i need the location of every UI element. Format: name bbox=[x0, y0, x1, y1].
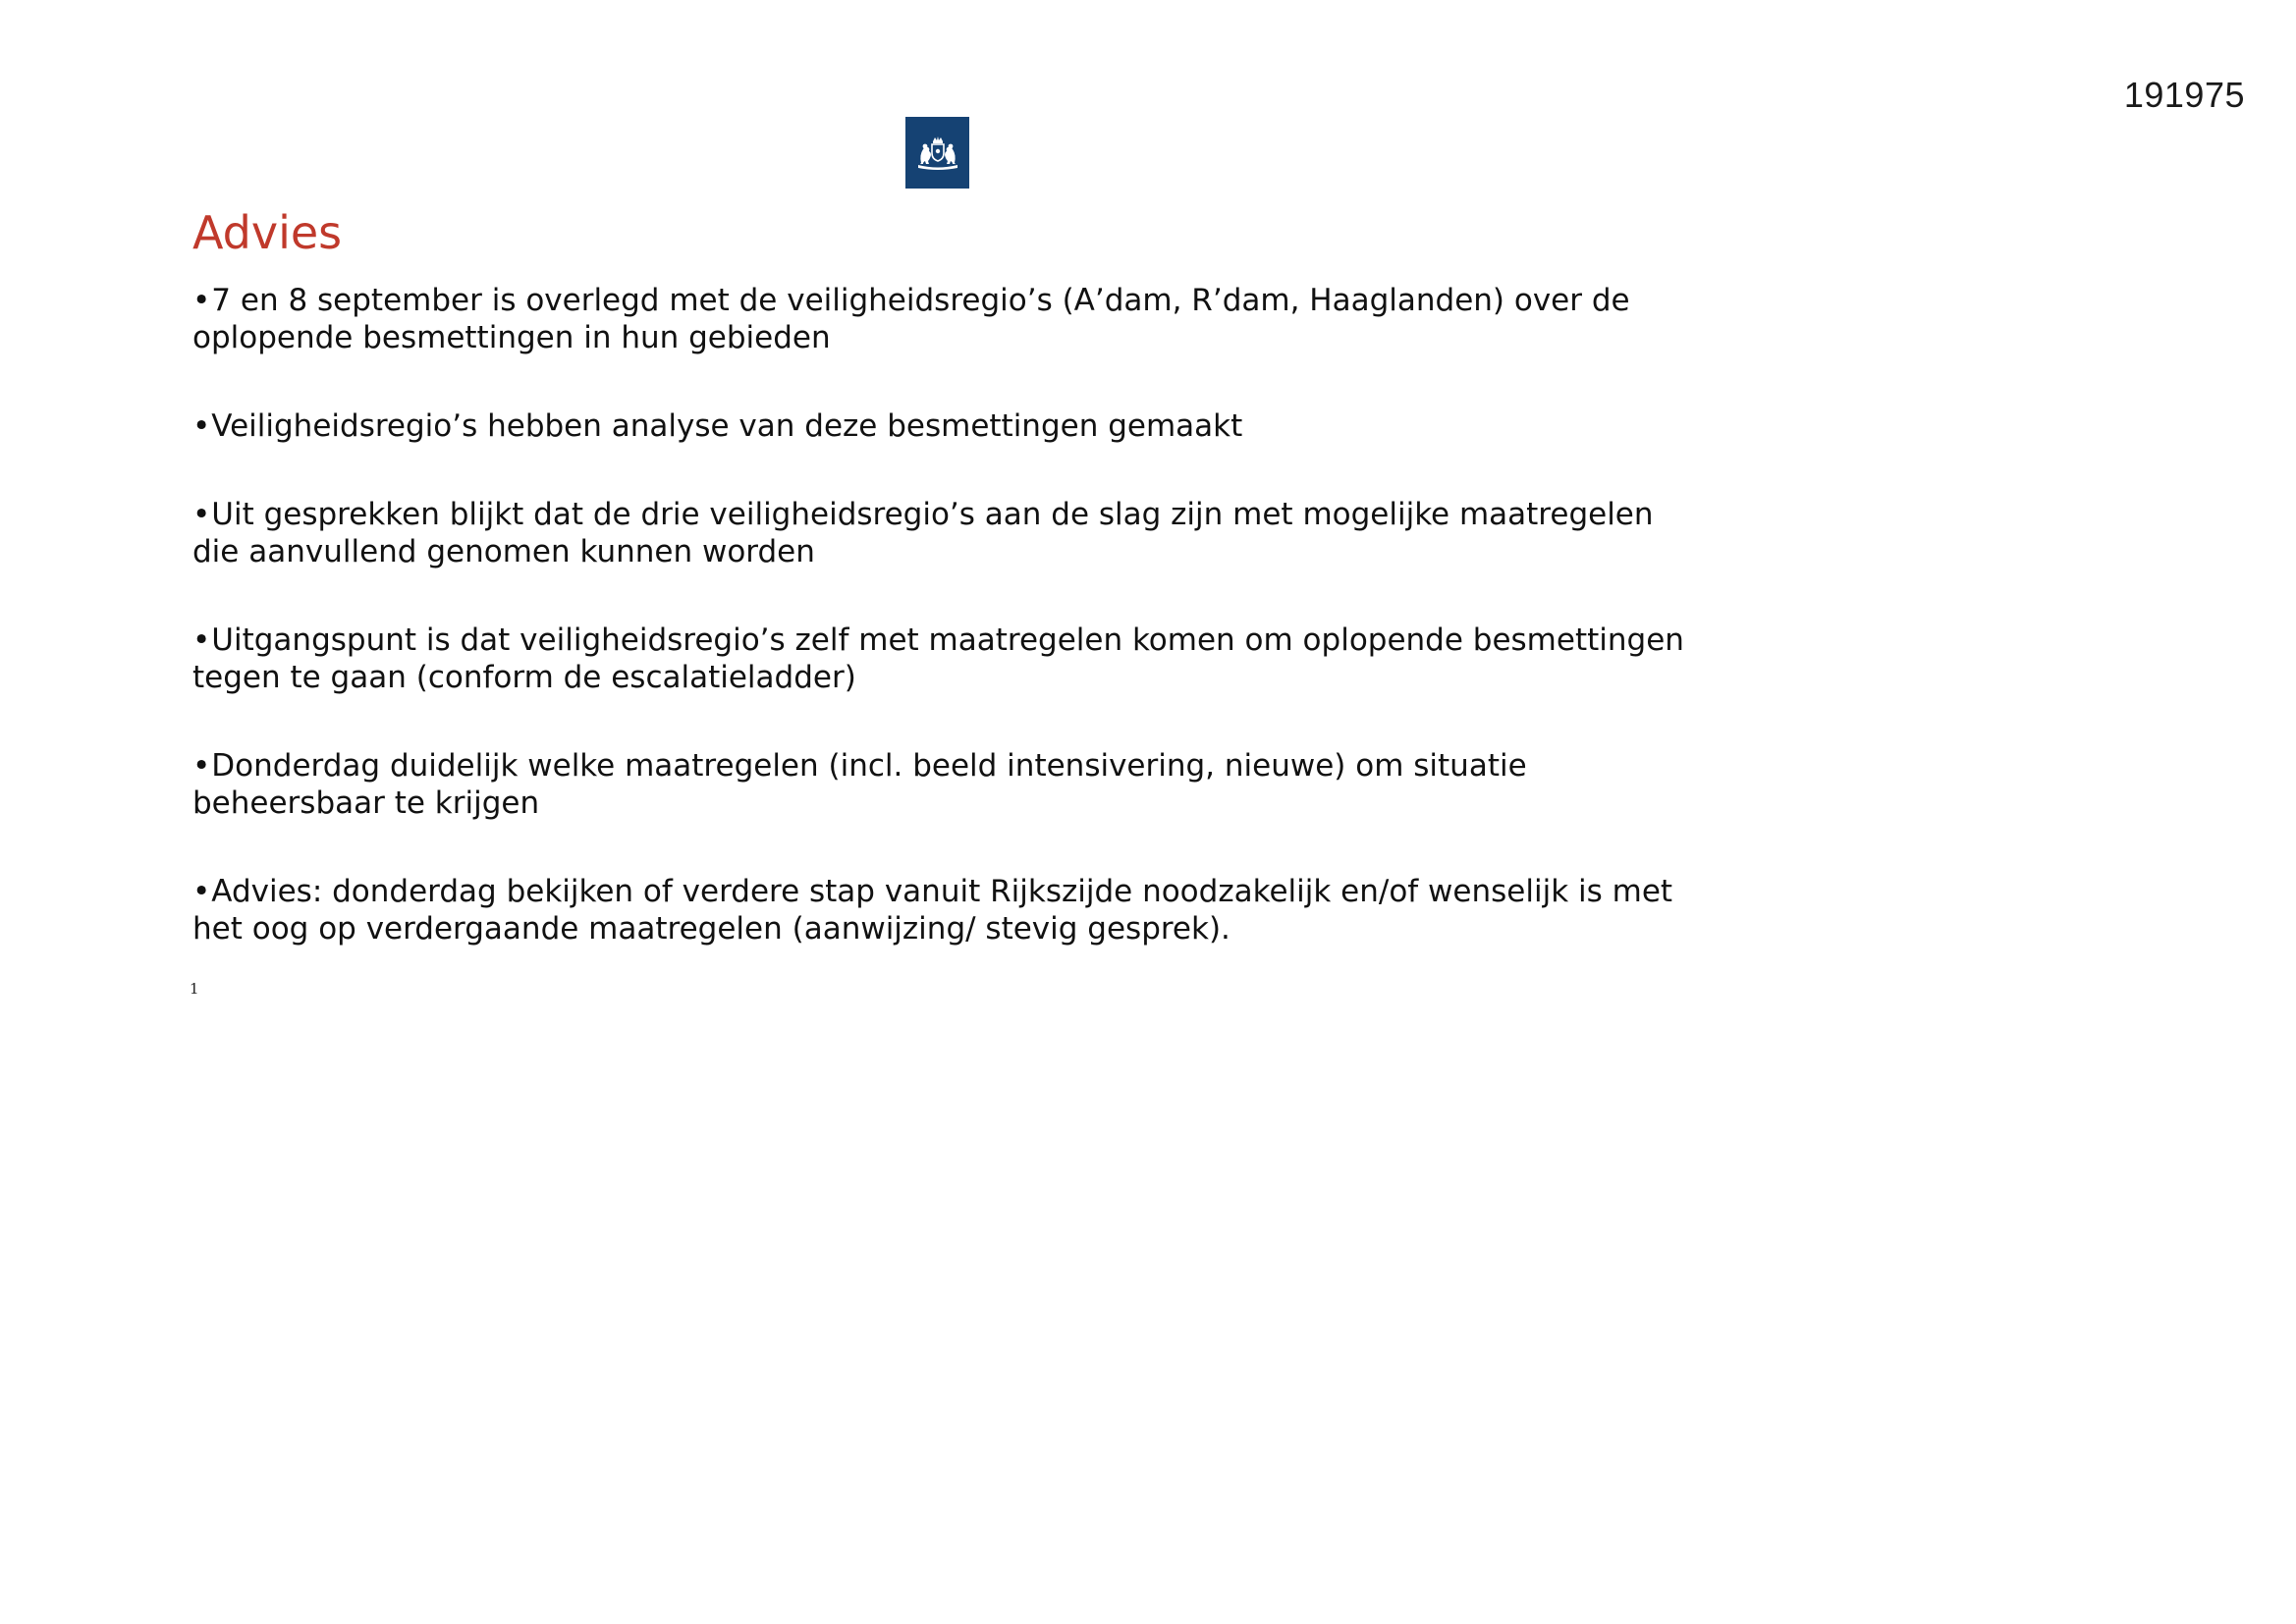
bullet-text: Advies: donderdag bekijken of verdere stap vanuit Rijkszijde noodzakelijk en/of wenselijk is met het oog op verdergaande maatregelen (aanwijzing/ stevig gesprek). bbox=[192, 874, 1673, 947]
bullet-glyph: • bbox=[192, 283, 211, 318]
bullet-glyph: • bbox=[192, 874, 211, 909]
bullet-item bbox=[192, 622, 1685, 696]
coat-of-arms-logo bbox=[905, 117, 969, 189]
bullet-text: Uit gesprekken blijkt dat de drie veiligheidsregio’s aan de slag zijn met mogelijke maatregelen die aanvullend genomen kunnen worden bbox=[192, 497, 1654, 569]
bullet-item bbox=[192, 496, 1685, 570]
bullet-item bbox=[192, 282, 1685, 356]
page-number: 1 bbox=[190, 980, 199, 998]
bullet-item bbox=[192, 873, 1685, 947]
bullet-text: Donderdag duidelijk welke maatregelen (incl. beeld intensivering, nieuwe) om situatie beheersbaar te krijgen bbox=[192, 748, 1527, 821]
coat-of-arms-icon bbox=[913, 135, 962, 171]
bullet-item bbox=[192, 407, 1685, 445]
bullet-list bbox=[192, 282, 1685, 999]
document-number: 191975 bbox=[2123, 75, 2245, 115]
bullet-glyph: • bbox=[192, 497, 211, 532]
bullet-text: Uitgangspunt is dat veiligheidsregio’s zelf met maatregelen komen om oplopende besmettingen tegen te gaan (conform de escalatieladder) bbox=[192, 623, 1684, 695]
bullet-glyph: • bbox=[192, 748, 211, 784]
bullet-glyph: • bbox=[192, 623, 211, 658]
bullet-item bbox=[192, 747, 1685, 822]
bullet-glyph: • bbox=[192, 408, 211, 444]
bullet-text: Veiligheidsregio’s hebben analyse van deze besmettingen gemaakt bbox=[211, 408, 1243, 444]
page-title: Advies bbox=[192, 206, 343, 259]
bullet-text: 7 en 8 september is overlegd met de veiligheidsregio’s (A’dam, R’dam, Haaglanden) over de oplopende besmettingen in hun gebieden bbox=[192, 283, 1630, 355]
